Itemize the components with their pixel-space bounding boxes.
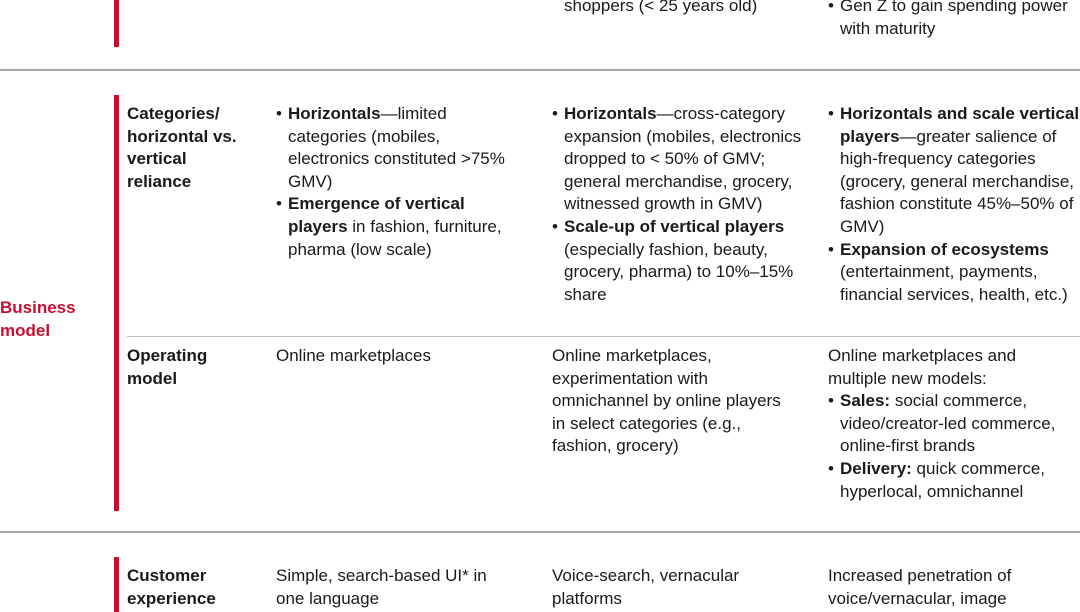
section-divider-bottom bbox=[0, 531, 1080, 533]
bullet-item bbox=[276, 103, 526, 193]
bullet-text: —cross-category expansion (mobiles, electronics dropped to < 50% of GMV; general merchandise, grocery, witnessed growth in GMV) bbox=[564, 104, 802, 214]
categories-row-label: Categories/ horizontal vs. vertical reliance bbox=[127, 104, 237, 191]
categories-col2 bbox=[552, 103, 820, 306]
customer-col1: Simple, search-based UI* in one language bbox=[276, 566, 487, 608]
bullet-heading: Scale-up of vertical players bbox=[564, 216, 785, 236]
bullet-item bbox=[552, 103, 820, 216]
bullet-heading: Horizontals bbox=[564, 104, 657, 123]
operating-row-label: Operating model bbox=[127, 346, 208, 388]
top-section-accent-bar bbox=[114, 0, 119, 47]
bullet-text: —limited categories (mobiles, electronics constituted >75% GMV) bbox=[288, 104, 505, 191]
bullet-text: Gen Z to gain spending power with maturity bbox=[840, 0, 1068, 38]
top-col2-text: shoppers (< 25 years old) bbox=[564, 0, 758, 15]
section-divider-top bbox=[0, 69, 1080, 71]
bullet-item bbox=[828, 458, 1080, 503]
customer-row-label: Customer experience bbox=[127, 566, 216, 608]
bullet-heading: Sales: bbox=[840, 391, 891, 411]
bullet-text: —greater salience of high-frequency categories (grocery, general merchandise, fashion constitute 45%–50% of GMV) bbox=[840, 126, 1075, 236]
customer-col2: Voice-search, vernacular platforms bbox=[552, 566, 740, 608]
operating-col2: Online marketplaces, experimentation with omnichannel by online players in select categories (e.g., fashion, grocery) bbox=[552, 346, 781, 456]
operating-col3 bbox=[828, 345, 1080, 503]
bullet-heading: Horizontals bbox=[288, 104, 381, 123]
bullet-heading: Delivery: bbox=[840, 458, 912, 478]
bullet-item bbox=[276, 193, 526, 261]
bullet-item bbox=[828, 103, 1080, 239]
customer-accent-bar bbox=[114, 557, 119, 612]
operating-col1: Online marketplaces bbox=[276, 346, 431, 365]
bullet-text: (entertainment, payments, financial services, health, etc.) bbox=[840, 262, 1068, 304]
operating-col3-intro: Online marketplaces and multiple new models: bbox=[828, 346, 1017, 388]
bullet-heading: Horizontals and scale vertical players bbox=[840, 104, 1080, 146]
bullet-item bbox=[828, 239, 1080, 307]
business-model-label: Business model bbox=[0, 298, 76, 340]
bullet-heading: Emergence of vertical players bbox=[288, 194, 465, 236]
bullet-item bbox=[828, 390, 1080, 458]
categories-col1 bbox=[276, 103, 526, 261]
bullet-text: quick commerce, hyperlocal, omnichannel bbox=[840, 458, 1046, 501]
bullet-text: (especially fashion, beauty, grocery, pharma) to 10%–15% share bbox=[564, 239, 794, 304]
row-divider-business-model bbox=[127, 336, 1080, 337]
bullet-text: social commerce, video/creator-led commerce, online-first brands bbox=[840, 391, 1056, 456]
bullet-item bbox=[828, 0, 1078, 40]
bullet-item bbox=[552, 216, 820, 306]
top-col3-list bbox=[828, 0, 1078, 40]
customer-col3: Increased penetration of voice/vernacular, image bbox=[828, 566, 1012, 608]
bullet-heading: Expansion of ecosystems bbox=[840, 239, 1049, 259]
categories-col3 bbox=[828, 103, 1080, 306]
business-model-accent-bar bbox=[114, 95, 119, 511]
bullet-text: in fashion, furniture, pharma (low scale) bbox=[288, 216, 502, 259]
